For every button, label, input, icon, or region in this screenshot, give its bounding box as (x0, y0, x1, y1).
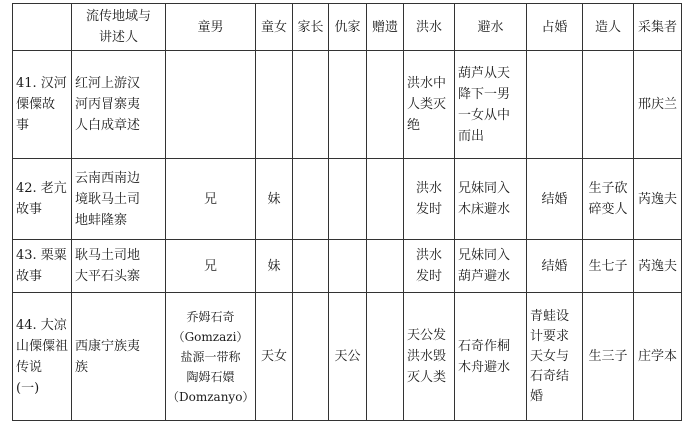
table-cell: 洪水 发时 (404, 240, 455, 293)
table-cell: 生子砍 碎变人 (583, 159, 634, 240)
table-cell: 兄 (166, 240, 256, 293)
table-cell: 云南西南边 境耿马土司 地蚌隆寨 (72, 159, 166, 240)
table-cell: 青蛙设 计要求 天女与 石奇结 婚 (527, 293, 583, 421)
header-row (13, 4, 682, 51)
table-cell (367, 240, 404, 293)
table-cell (166, 51, 256, 159)
table-row (13, 293, 682, 421)
header-cell: 造人 (583, 4, 634, 51)
table-cell (527, 51, 583, 159)
table-cell: 43. 栗粟 故事 (13, 240, 72, 293)
table-cell: 天公发 洪水毁 灭人类 (404, 293, 455, 421)
table-row (13, 51, 682, 159)
header-cell: 洪水 (404, 4, 455, 51)
header-cell: 流传地域与 讲述人 (72, 4, 166, 51)
table-cell: 结婚 (527, 240, 583, 293)
table-cell (293, 51, 329, 159)
table-cell: 天公 (329, 293, 367, 421)
header-cell: 占婚 (527, 4, 583, 51)
table-cell: 42. 老亢 故事 (13, 159, 72, 240)
header-cell: 童女 (256, 4, 293, 51)
table-cell (367, 159, 404, 240)
table-cell (329, 51, 367, 159)
table-cell: 结婚 (527, 159, 583, 240)
header-cell: 避水 (455, 4, 527, 51)
table-cell (583, 51, 634, 159)
table-cell: 妹 (256, 240, 293, 293)
header-cell (13, 4, 72, 51)
table-cell: 耿马土司地 大平石头寨 (72, 240, 166, 293)
table-cell: 葫芦从天 降下一男 一女从中 而出 (455, 51, 527, 159)
header-cell: 童男 (166, 4, 256, 51)
table-cell: 洪水中 人类灭 绝 (404, 51, 455, 159)
table-cell: 西康宁族夷 族 (72, 293, 166, 421)
table-cell: 石奇作桐 木舟避水 (455, 293, 527, 421)
table-cell: 兄妹同入 葫芦避水 (455, 240, 527, 293)
table-cell: 44. 大凉 山傈僳祖 传说 (一) (13, 293, 72, 421)
table-cell: 41. 汉河 傈僳故 事 (13, 51, 72, 159)
table-cell: 妹 (256, 159, 293, 240)
table-cell: 兄 (166, 159, 256, 240)
table-cell: 洪水 发时 (404, 159, 455, 240)
table-cell: 芮逸夫 (634, 159, 682, 240)
table-cell: 红河上游汉 河丙冒寨夷 人白成章述 (72, 51, 166, 159)
table-cell: 邢庆兰 (634, 51, 682, 159)
table-cell: 生三子 (583, 293, 634, 421)
header-cell: 家长 (293, 4, 329, 51)
header-cell: 赠遗 (367, 4, 404, 51)
header-cell: 仇家 (329, 4, 367, 51)
table-cell (293, 240, 329, 293)
folktale-comparison-table (12, 3, 682, 421)
table-cell: 生七子 (583, 240, 634, 293)
table-row (13, 240, 682, 293)
table-cell: 天女 (256, 293, 293, 421)
table-cell (256, 51, 293, 159)
table-cell (329, 240, 367, 293)
table-cell (293, 293, 329, 421)
table-cell: 芮逸夫 (634, 240, 682, 293)
table-cell (329, 159, 367, 240)
header-cell: 采集者 (634, 4, 682, 51)
table-cell: 兄妹同入 木床避水 (455, 159, 527, 240)
table-cell (367, 51, 404, 159)
table-cell: 乔姆石奇 （Gomzazi） 盐源一带称 陶姆石嬛 （Domzanyo） (166, 293, 256, 421)
table-cell (367, 293, 404, 421)
table-cell (293, 159, 329, 240)
table-row (13, 159, 682, 240)
table-cell: 庄学本 (634, 293, 682, 421)
